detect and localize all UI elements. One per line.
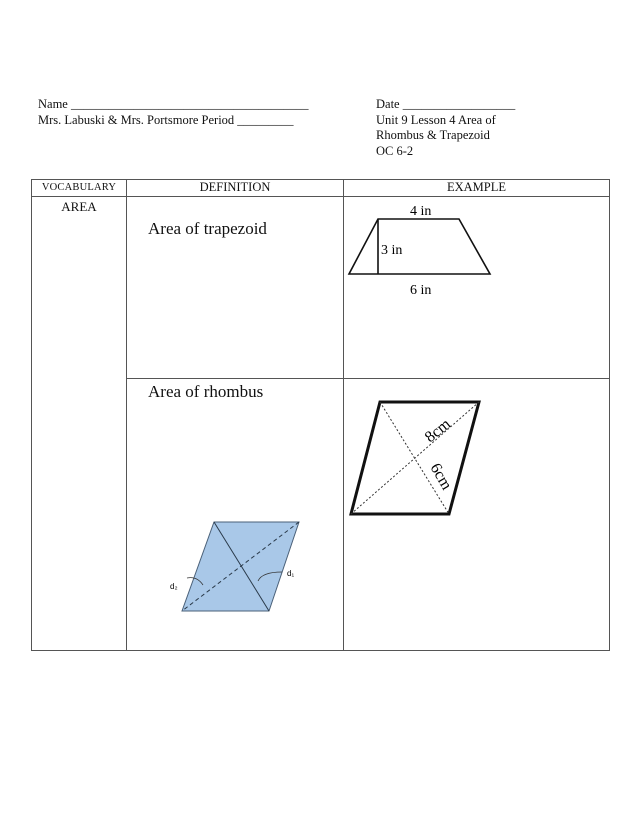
column-header-vocabulary: VOCABULARY xyxy=(32,180,127,197)
height-label: 3 in xyxy=(381,243,403,258)
column-header-example: EXAMPLE xyxy=(344,180,610,197)
trapezoid-figure xyxy=(344,197,610,307)
example-cell-rhombus xyxy=(344,379,610,651)
definition-title: Area of trapezoid xyxy=(148,219,267,238)
d2-label: d₂ xyxy=(170,582,178,591)
vocabulary-table xyxy=(31,179,610,651)
definition-cell-rhombus xyxy=(127,379,344,651)
top-label: 4 in xyxy=(410,204,432,219)
diagonal-label-6cm: 6cm xyxy=(426,460,456,493)
rhombus-diagram xyxy=(127,379,344,651)
name-line: Name ______________________________________ xyxy=(38,97,309,111)
header-left xyxy=(38,97,308,128)
table-row xyxy=(32,197,610,379)
bottom-label: 6 in xyxy=(410,283,432,298)
topic-line: Rhombus & Trapezoid xyxy=(376,128,490,142)
code-line: OC 6-2 xyxy=(376,143,414,158)
header-right xyxy=(376,97,515,159)
unit-line: Unit 9 Lesson 4 Area of xyxy=(376,112,496,127)
d1-label: d₁ xyxy=(287,569,295,578)
teacher-period-line: Mrs. Labuski & Mrs. Portsmore Period _________ xyxy=(38,112,294,127)
example-cell-trapezoid xyxy=(344,197,610,379)
vocab-term: AREA xyxy=(32,197,127,651)
column-header-definition: DEFINITION xyxy=(127,180,344,197)
date-line: Date __________________ xyxy=(376,97,516,111)
definition-title: Area of rhombus xyxy=(148,382,264,401)
rhombus-example-figure xyxy=(344,379,610,651)
table-header-row xyxy=(32,180,610,197)
definition-cell-trapezoid xyxy=(127,197,344,379)
diagonal-label-8cm: 8cm xyxy=(421,415,454,447)
